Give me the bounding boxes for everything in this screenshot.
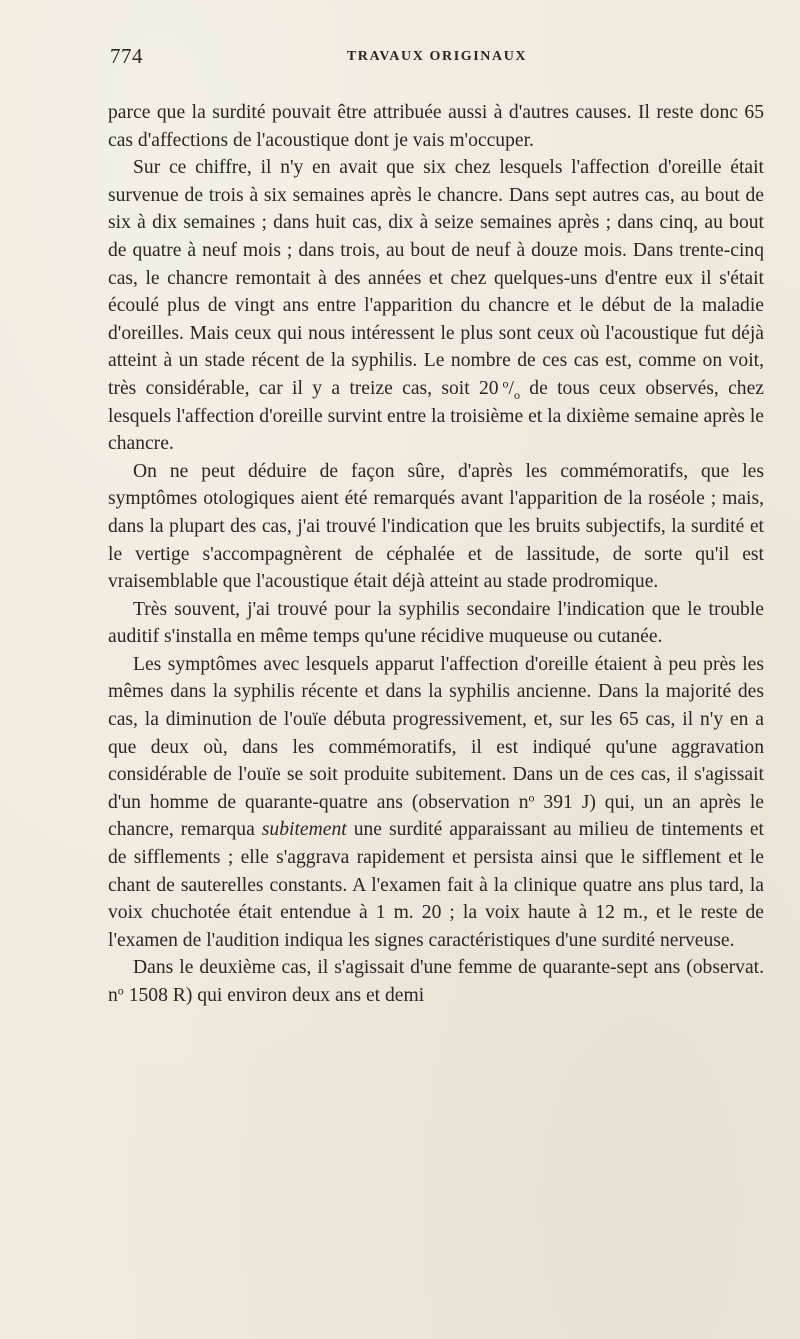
paragraph-3	[108, 458, 764, 596]
paragraph-5	[108, 651, 764, 955]
paragraph-1-text: parce que la surdité pouvait être attribuée aussi à d'autres causes. Il reste donc 65 cas d'affections de l'acoustique dont je vais m'occuper.	[108, 102, 764, 151]
obs-number-sup: o	[528, 790, 535, 805]
obs-number-sup-2: o	[117, 983, 124, 998]
running-head	[110, 44, 764, 74]
paragraph-2-tail: de tous ceux observés, chez lesquels l'affection d'oreille survint entre la troisième et la dixième semaine après le chancre.	[108, 377, 765, 455]
paragraph-2-text: Sur ce chiffre, il n'y en avait que six chez lesquels l'affection d'oreille était survenue de trois à six semaines après le chancre. Dans sept autres cas, au bout de six à dix semaines ; dans huit cas, dix à seize semaines après ; dans cinq, au bout de quatre à neuf mois ; dans trois, au bout de neuf à douze mois. Dans trente-cinq cas, le chancre remontait à des années et chez quelques-uns d'entre eux il s'était écoulé plus de vingt ans entre l'apparition du chancre et le début de la maladie d'oreilles. Mais ceux qui nous intéressent le plus sont ceux où l'acoustique fut déjà atteint à un stade récent de la syphilis. Le nombre de ces cas est, comme on voit, très considérable, car il y a treize cas, soit	[108, 157, 764, 399]
paragraph-5-obs: 391 J) qui, un an après le chancre, remarqua	[108, 791, 764, 841]
percent-slash: /	[508, 377, 514, 399]
paragraph-6-text: Dans le deuxième cas, il s'agissait d'une femme de quarante-sept ans (observat. n	[108, 957, 764, 1006]
paragraph-5-text: Les symptômes avec lesquels apparut l'affection d'oreille étaient à peu près les mêmes dans la syphilis récente et dans la syphilis ancienne. Dans la majorité des cas, la diminution de l'ouïe débuta progressivement, et, sur les 65 cas, il n'y en a que deux où, dans les commémoratifs, il est indiqué qu'une aggravation considérable de l'ouïe se soit produite subitement. Dans un de ces cas, il s'agissait d'un homme de quarante-quatre ans (observation n	[108, 653, 764, 813]
running-title: TRAVAUX ORIGINAUX	[346, 49, 528, 64]
body-text	[108, 99, 764, 1010]
percent-sup: o	[502, 376, 509, 391]
italic-subitement: subitement	[261, 819, 347, 841]
paragraph-5-tail: une surdité apparaissant au milieu de tintements et de sifflements ; elle s'aggrava rapidement et persista ainsi que le sifflement et le chant de sauterelles constants. A l'examen fait à la clinique quatre ans plus tard, la voix chuchotée était entendue à 1 m. 20 ; la voix haute à 12 m., et le reste de l'examen de l'audition indiqua les signes caractéristiques d'une surdité nerveuse.	[108, 819, 765, 951]
paragraph-4	[108, 596, 764, 651]
paragraph-3-text: On ne peut déduire de façon sûre, d'après les commémoratifs, que les symptômes otologiques aient été remarqués avant l'apparition de la roséole ; mais, dans la plupart des cas, j'ai trouvé l'indication que les bruits subjectifs, la surdité et le vertige s'accompagnèrent de céphalée et de lassitude, de sorte qu'il est vraisemblable que l'acoustique était déjà atteint au stade prodromique.	[108, 460, 764, 593]
paragraph-6-tail: 1508 R) qui environ deux ans et demi	[123, 985, 425, 1006]
page-number: 774	[110, 44, 143, 68]
paragraph-1	[108, 99, 764, 154]
paragraph-6	[108, 954, 764, 1009]
paragraph-4-text: Très souvent, j'ai trouvé pour la syphilis secondaire l'indication que le trouble auditif s'installa en même temps qu'une récidive muqueuse ou cutanée.	[108, 598, 764, 648]
percent-sub: o	[513, 387, 520, 402]
paragraph-2	[108, 154, 764, 458]
percent-value: 20	[479, 377, 499, 399]
